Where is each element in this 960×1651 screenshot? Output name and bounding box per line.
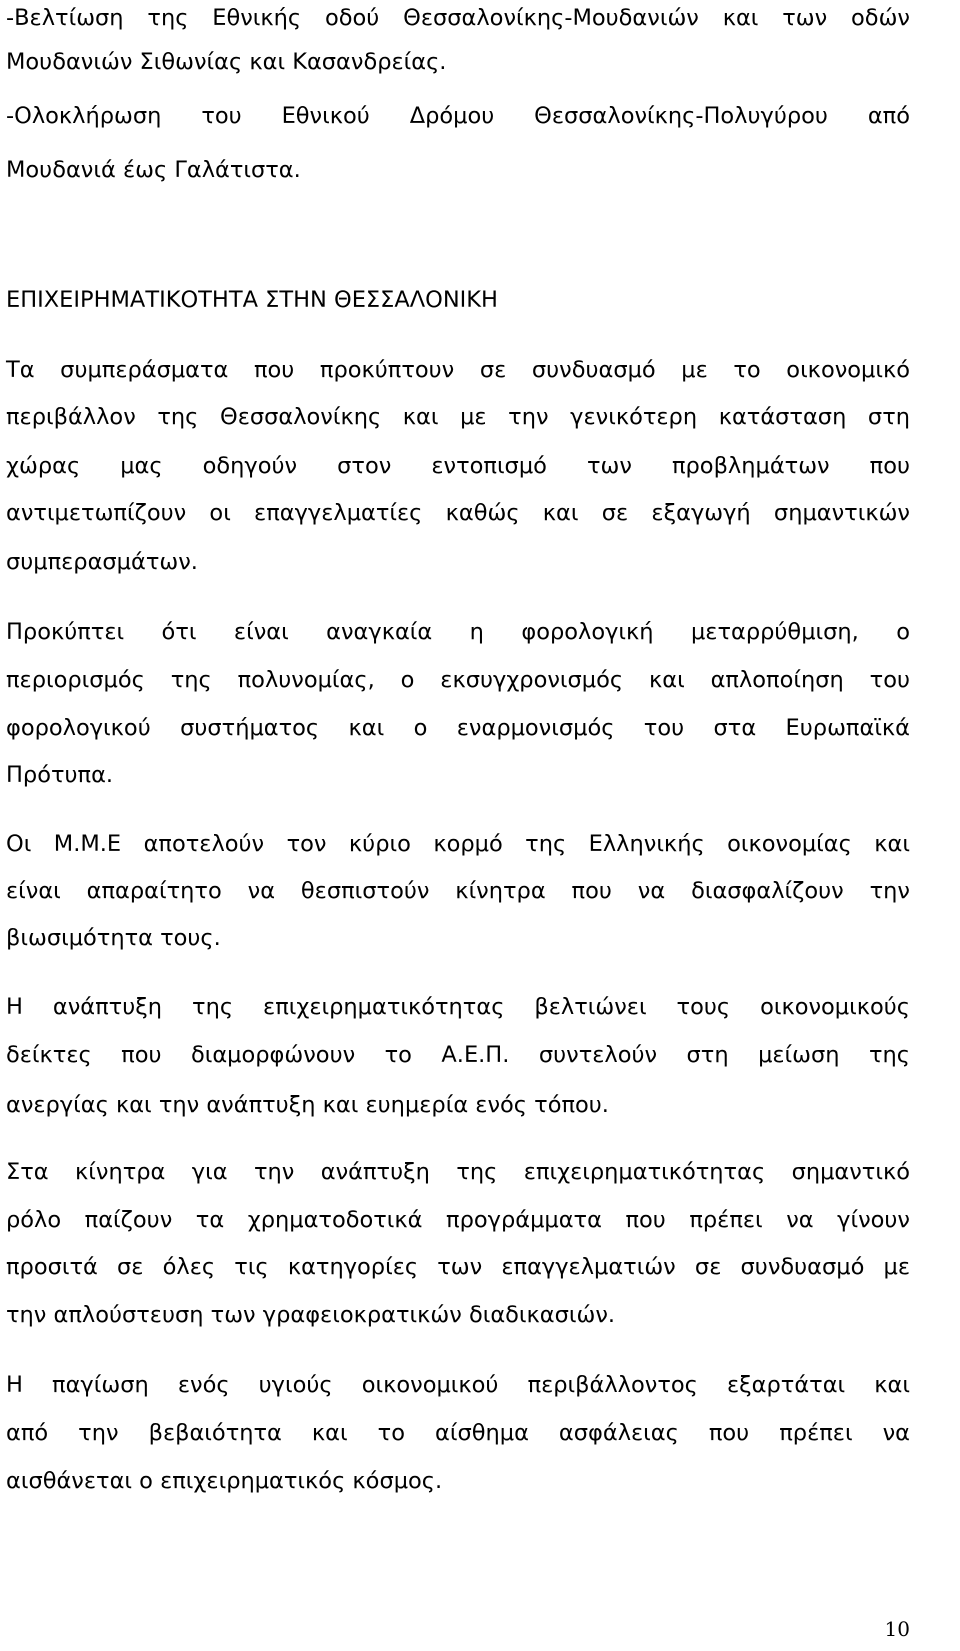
text-line: ανεργίας και την ανάπτυξη και ευημερία ενός τόπου.: [6, 1092, 609, 1118]
text-line: Πρότυπα.: [6, 762, 114, 788]
text-line: είναι απαραίτητο να θεσπιστούν κίνητρα που να διασφαλίζουν την: [6, 878, 910, 904]
text-line: περιορισμός της πολυνομίας, ο εκσυγχρονισμός και απλοποίηση του: [6, 667, 910, 693]
page-number: 10: [884, 1617, 910, 1641]
text-line: φορολογικού συστήματος και ο εναρμονισμός του στα Ευρωπαϊκά: [6, 715, 910, 741]
text-line: χώρας μας οδηγούν στον εντοπισμό των προβλημάτων που: [6, 453, 910, 479]
text-line: Η παγίωση ενός υγιούς οικονομικού περιβάλλοντος εξαρτάται και: [6, 1372, 910, 1398]
text-line: δείκτες που διαμορφώνουν το Α.Ε.Π. συντελούν στη μείωση της: [6, 1042, 910, 1068]
text-line: ρόλο παίζουν τα χρηματοδοτικά προγράμματα που πρέπει να γίνουν: [6, 1207, 910, 1233]
text-line: αντιμετωπίζουν οι επαγγελματίες καθώς και σε εξαγωγή σημαντικών: [6, 500, 910, 526]
text-line: συμπερασμάτων.: [6, 549, 198, 575]
text-line: Τα συμπεράσματα που προκύπτουν σε συνδυασμό με το οικονομικό: [6, 357, 910, 383]
text-line: -Ολοκλήρωση του Εθνικού Δρόμου Θεσσαλονίκης-Πολυγύρου από: [6, 103, 910, 129]
text-line: αισθάνεται ο επιχειρηματικός κόσμος.: [6, 1468, 443, 1494]
text-line: από την βεβαιότητα και το αίσθημα ασφάλειας που πρέπει να: [6, 1420, 910, 1446]
text-line: Στα κίνητρα για την ανάπτυξη της επιχειρηματικότητας σημαντικό: [6, 1159, 910, 1185]
text-line: -Βελτίωση της Εθνικής οδού Θεσσαλονίκης-Μουδανιών και των οδών: [6, 5, 910, 31]
text-line: Μουδανιών Σιθωνίας και Κασανδρείας.: [6, 49, 447, 75]
text-line: την απλούστευση των γραφειοκρατικών διαδικασιών.: [6, 1302, 616, 1328]
text-line: Μουδανιά έως Γαλάτιστα.: [6, 157, 301, 183]
text-line: Η ανάπτυξη της επιχειρηματικότητας βελτιώνει τους οικονομικούς: [6, 994, 910, 1020]
section-heading: ΕΠΙΧΕΙΡΗΜΑΤΙΚΟΤΗΤΑ ΣΤΗΝ ΘΕΣΣΑΛΟΝΙΚΗ: [6, 287, 498, 313]
text-line: περιβάλλον της Θεσσαλονίκης και με την γενικότερη κατάσταση στη: [6, 404, 910, 430]
text-line: προσιτά σε όλες τις κατηγορίες των επαγγελματιών σε συνδυασμό με: [6, 1254, 910, 1280]
text-line: Προκύπτει ότι είναι αναγκαία η φορολογική μεταρρύθμιση, ο: [6, 619, 910, 645]
text-line: βιωσιμότητα τους.: [6, 925, 221, 951]
text-line: Οι Μ.Μ.Ε αποτελούν τον κύριο κορμό της Ελληνικής οικονομίας και: [6, 831, 910, 857]
